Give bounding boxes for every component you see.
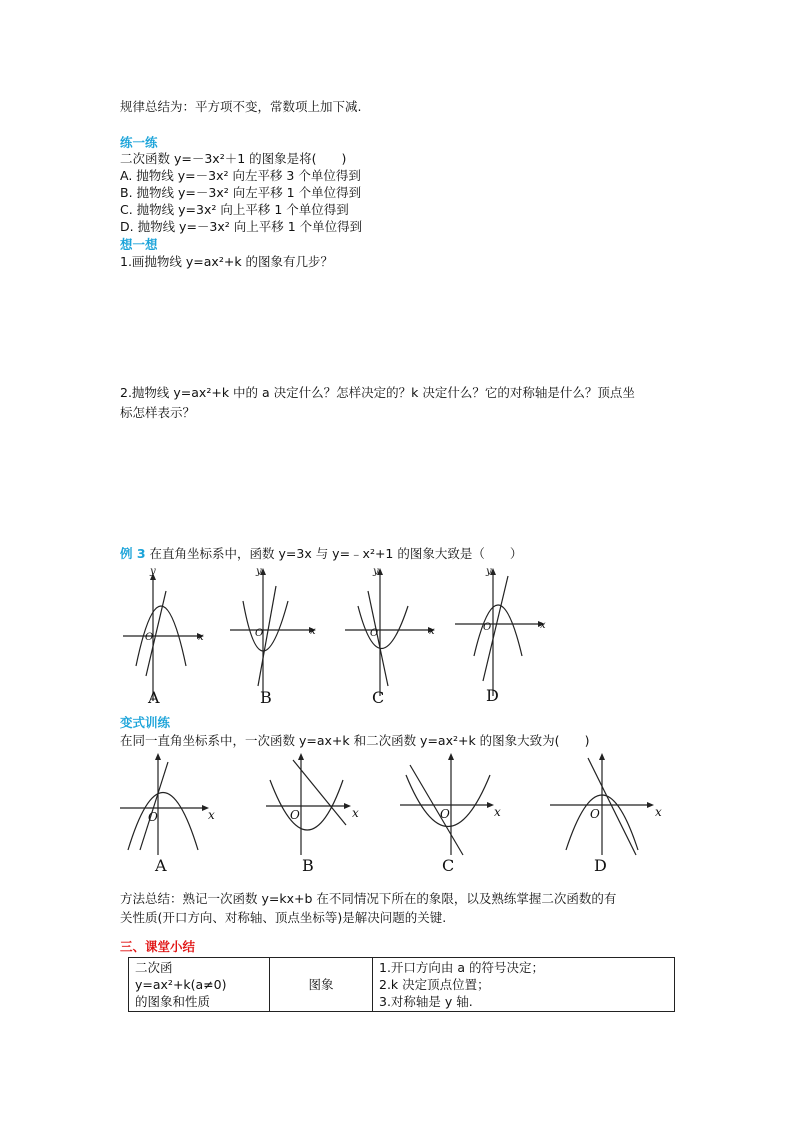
var-label-d: D [594,856,607,875]
practice-option-a: A. 抛物线 y=－3x² 向左平移 3 个单位得到 [120,168,361,183]
ex3-d-y-label: y [486,566,492,577]
var-c-origin: O [440,807,450,821]
ex3-b-x-label: x [310,626,316,637]
method-line-2: 关性质(开口方向、对称轴、顶点坐标等)是解决问题的关键. [120,910,447,925]
example3-text: 在直角坐标系中，函数 y=3x 与 y=﹣x²+1 的图象大致是（ ） [145,546,523,561]
think-question-2-line1: 2.抛物线 y=ax²+k 中的 a 决定什么？怎样决定的？k 决定什么？它的对称轴是什么？顶点坐 [120,385,635,400]
practice-question: 二次函数 y=－3x²＋1 的图象是将( ) [120,151,347,166]
example3-tag: 例 3 [120,546,146,561]
summary-heading: 三、课堂小结 [120,939,196,954]
think-question-2-line2: 标怎样表示？ [120,405,196,420]
summary-topic-line1: 二次函 y=ax²+k(a≠0) [135,960,227,992]
ex3-label-d: D [486,686,499,705]
summary-topic-line2: 的图象和性质 [135,994,211,1009]
think-question-1: 1.画抛物线 y=ax²+k 的图象有几步？ [120,254,334,269]
var-label-c: C [442,856,455,875]
variant-question: 在同一直角坐标系中，一次函数 y=ax+k 和二次函数 y=ax²+k 的图象大致为( ) [120,733,590,748]
method-line-1: 方法总结：熟记一次函数 y=kx+b 在不同情况下所在的象限，以及熟练掌握二次函数的有 [120,891,617,906]
summary-prop-3: 3.对称轴是 y 轴. [379,994,473,1009]
summary-graph-cell: 图象 [270,958,373,1012]
ex3-label-c: C [372,688,385,707]
ex3-d-x-label: x [540,620,546,631]
variant-graphs [118,750,668,860]
var-label-b: B [302,856,314,875]
practice-option-c: C. 抛物线 y=3x² 向上平移 1 个单位得到 [120,202,349,217]
summary-prop-1: 1.开口方向由 a 的符号决定； [379,960,545,975]
var-b-origin: O [290,808,300,822]
ex3-b-y-label: y [256,566,262,577]
ex3-label-a: A [148,688,160,707]
summary-table [128,957,675,1012]
ex3-d-origin: O [483,622,492,633]
var-d-origin: O [590,807,600,821]
ex3-label-b: B [260,688,272,707]
ex3-a-x-label: x [198,632,204,643]
var-c-x-label: x [494,805,501,819]
var-a-x-label: x [208,808,215,822]
ex3-c-origin: O [370,628,379,639]
practice-option-b: B. 抛物线 y=－3x² 向左平移 1 个单位得到 [120,185,362,200]
example3-question [120,545,522,562]
variant-heading: 变式训练 [120,715,171,730]
ex3-a-origin: O [145,632,154,643]
think-heading: 想一想 [120,237,158,252]
var-b-x-label: x [352,806,359,820]
ex3-c-y-label: y [373,566,379,577]
practice-heading: 练一练 [120,135,158,150]
rule-summary: 规律总结为：平方项不变，常数项上加下减. [120,99,362,114]
summary-props-cell [373,958,675,1012]
ex3-b-origin: O [255,628,264,639]
summary-topic-cell [129,958,270,1012]
ex3-c-x-label: x [429,626,435,637]
practice-option-d: D. 抛物线 y=－3x² 向上平移 1 个单位得到 [120,219,363,234]
ex3-a-y-label: y [150,566,156,577]
var-label-a: A [155,856,167,875]
var-d-x-label: x [655,805,662,819]
summary-prop-2: 2.k 决定顶点位置； [379,977,490,992]
var-a-origin: O [148,810,158,824]
